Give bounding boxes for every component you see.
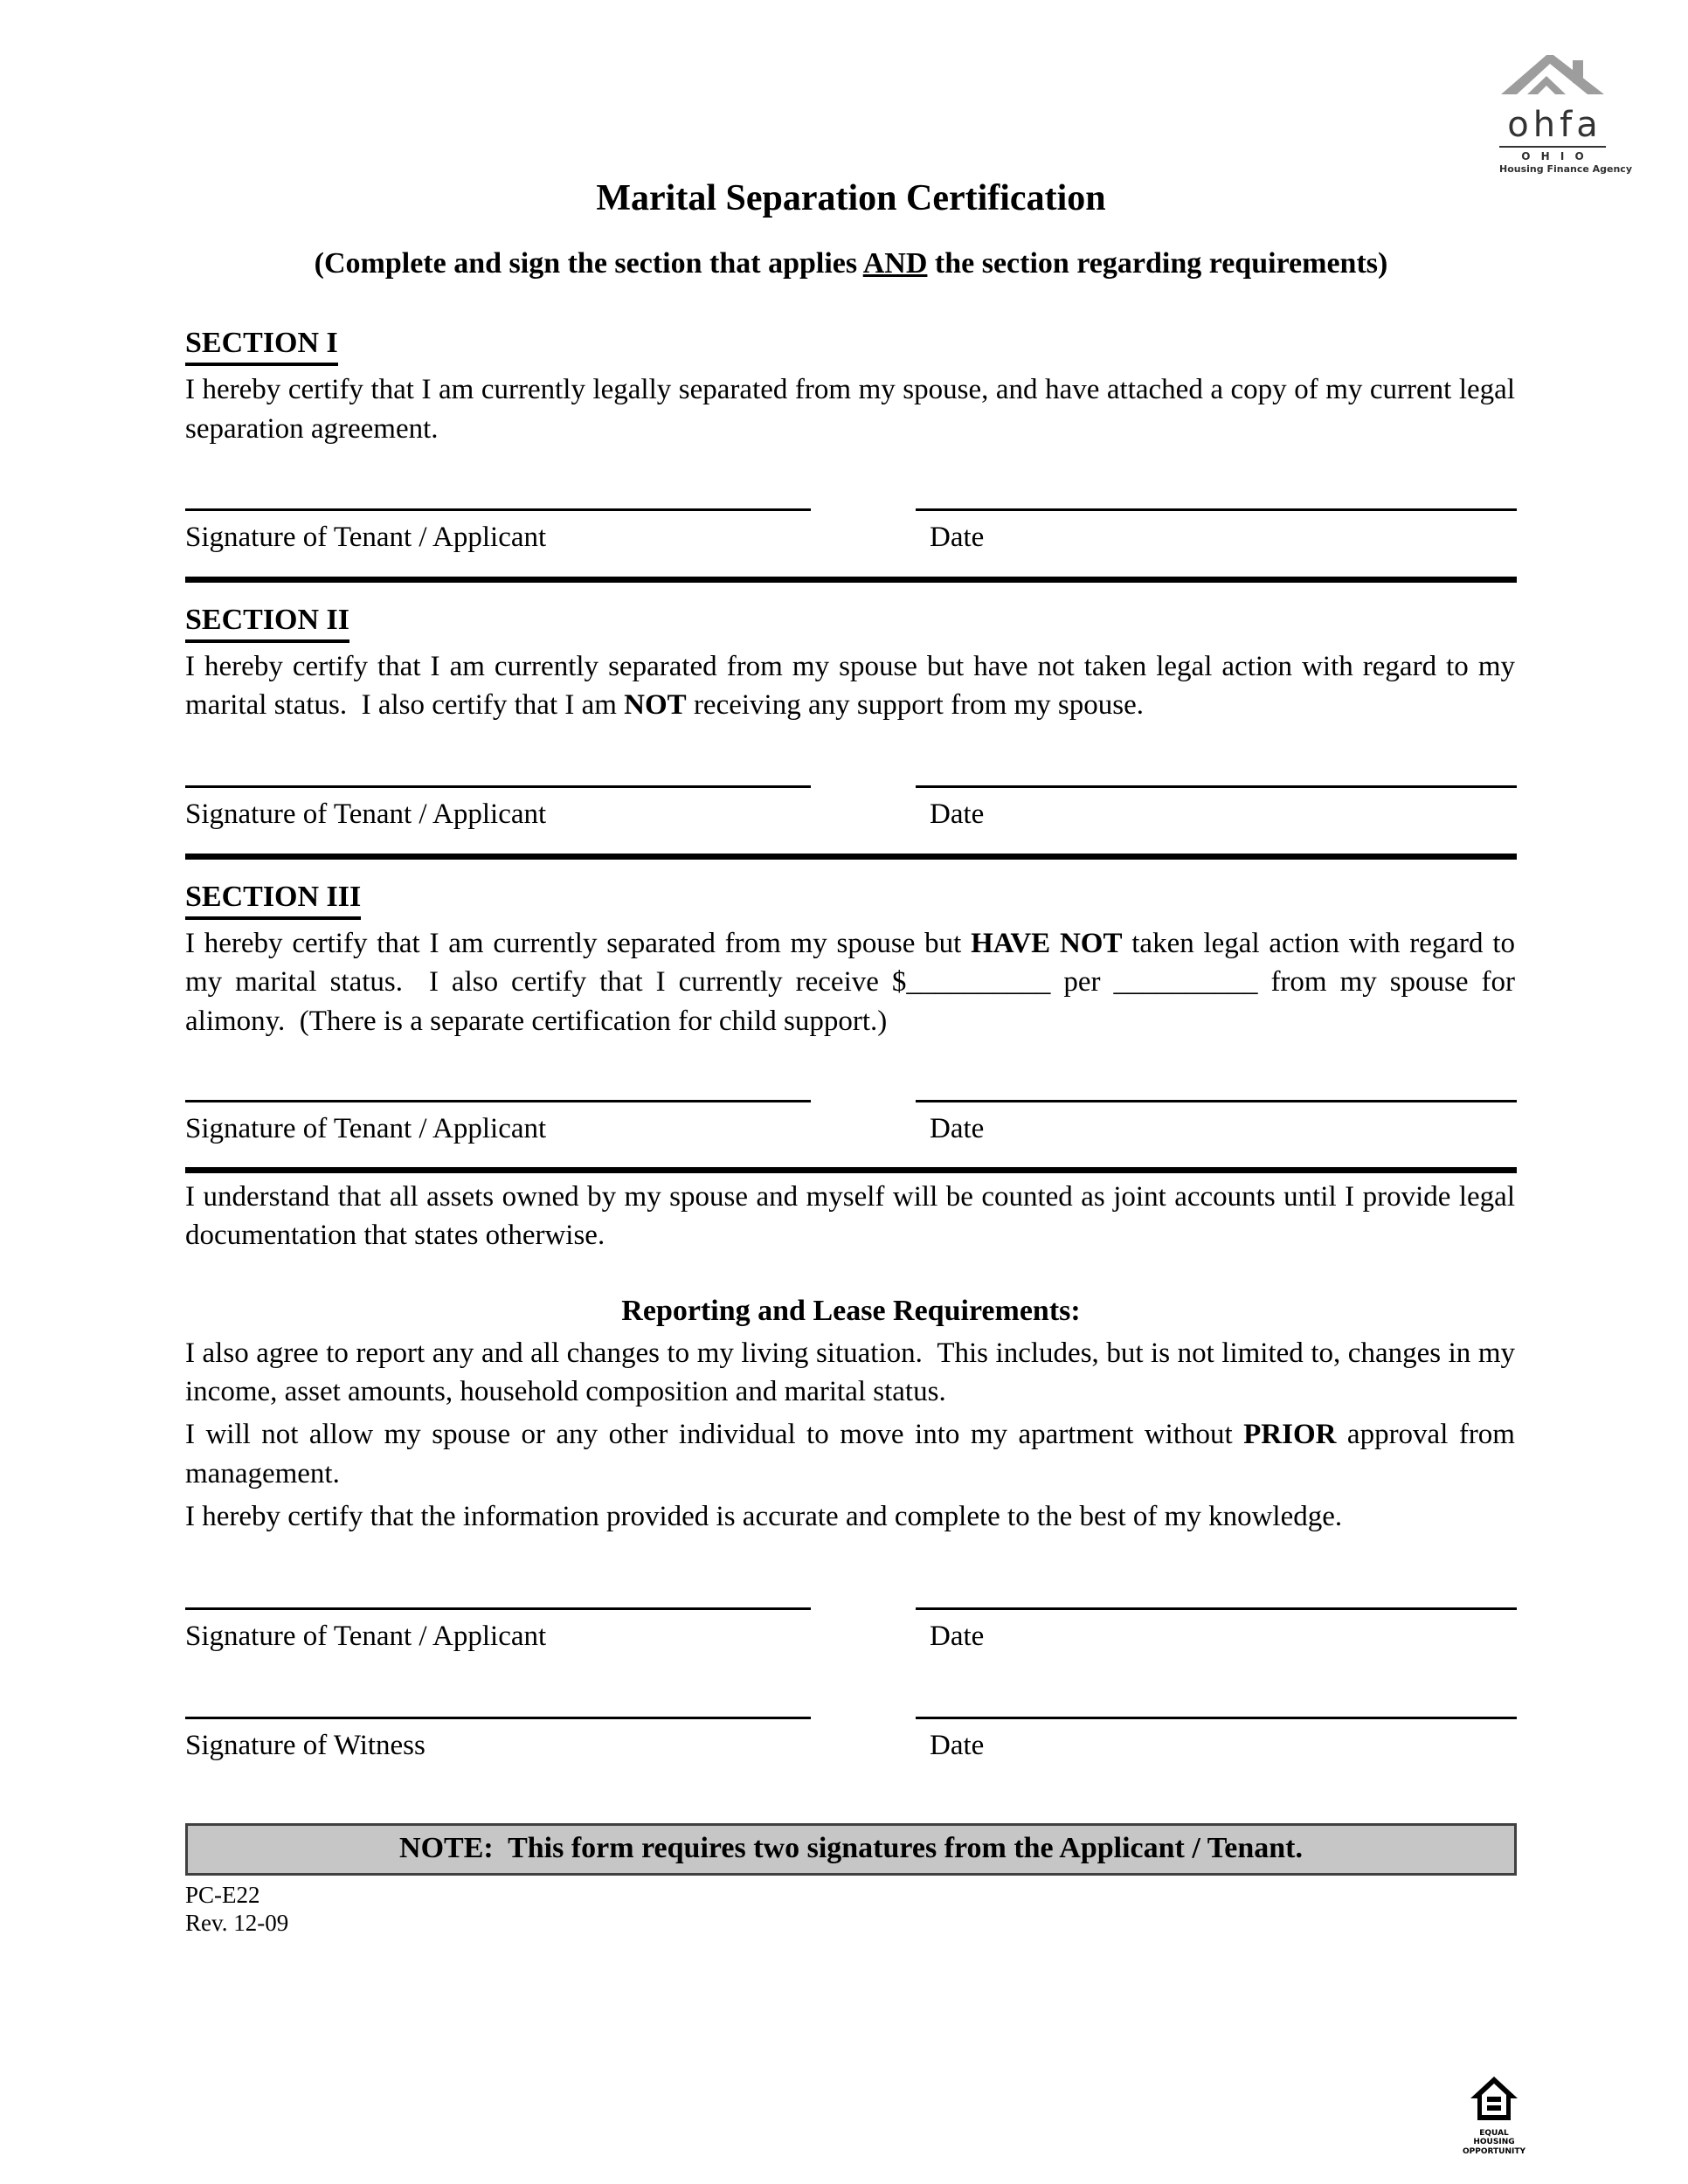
section-2-body-pre: I hereby certify that I am currently separated from my spouse but have not taken legal action with regard to my marital status. I also certify that I am (185, 650, 1523, 721)
tenant-signature-label: Signature of Tenant / Applicant (185, 798, 547, 831)
section-3-body-post: taken legal action with regard to my marital status. I also certify that I currently receive $__________ per __________ from my spouse for alimony. (There is a separate certification for child support.) (185, 928, 1523, 1037)
section-3-body (185, 924, 1523, 1040)
witness-signature-label: Signature of Witness (185, 1729, 425, 1761)
tenant-signature-label: Signature of Tenant / Applicant (185, 1621, 547, 1653)
requirements-paragraph-3: I hereby certify that the information provided is accurate and complete to the best of my knowledge. (185, 1500, 1343, 1532)
section-divider (185, 1167, 1517, 1173)
signature-row-final-tenant (185, 1607, 1517, 1655)
equal-housing-house-icon (1470, 2094, 1519, 2128)
date-field[interactable] (916, 785, 1517, 833)
ohfa-brand-text: ohfa (1507, 105, 1602, 145)
tenant-signature-field[interactable] (185, 1100, 811, 1148)
date-field[interactable] (916, 1100, 1517, 1148)
form-revision: Rev. 12-09 (185, 1910, 289, 1937)
page-subtitle (185, 246, 1517, 282)
tenant-signature-label: Signature of Tenant / Applicant (185, 1112, 547, 1144)
section-3-heading-text: SECTION III (185, 880, 361, 920)
section-3-body-bold: HAVE NOT (971, 928, 1123, 960)
equal-housing-text (1463, 2129, 1525, 2156)
section-2-body-post: receiving any support from my spouse. (686, 688, 1144, 721)
requirements-paragraph-2 (185, 1415, 1523, 1492)
subtitle-pre: (Complete and sign the section that applies (314, 247, 863, 280)
assets-paragraph: I understand that all assets owned by my spouse and myself will be counted as joint accounts until I provide legal documentation that states otherwise. (185, 1180, 1523, 1251)
subtitle-post: the section regarding requirements) (927, 247, 1388, 280)
date-label: Date (930, 1112, 985, 1144)
section-2-heading-text: SECTION II (185, 603, 349, 643)
page-title: Marital Separation Certification (596, 178, 1106, 218)
section-divider (185, 577, 1517, 583)
equal-housing-line-2: OPPORTUNITY (1463, 2146, 1526, 2156)
tenant-signature-field[interactable] (185, 785, 811, 833)
date-label: Date (930, 1729, 985, 1761)
tenant-signature-field[interactable] (185, 1607, 811, 1655)
tenant-signature-label: Signature of Tenant / Applicant (185, 521, 547, 553)
equal-housing-logo (1463, 2076, 1525, 2156)
requirements-paragraph-1: I also agree to report any and all changes to my living situation. This includes, but is not limited to, changes in my income, asset amounts, household composition and marital status. (185, 1337, 1523, 1408)
signature-row-section-1 (185, 508, 1517, 556)
date-field[interactable] (916, 1717, 1517, 1765)
requirements-paragraph-2-post: approval from management. (185, 1419, 1523, 1489)
signature-row-witness (185, 1717, 1517, 1765)
date-field[interactable] (916, 508, 1517, 556)
section-2-body (185, 647, 1523, 724)
date-label: Date (930, 1621, 985, 1653)
requirements-paragraph-2-bold: PRIOR (1243, 1419, 1337, 1451)
section-3-heading (185, 880, 1517, 920)
form-number: PC-E22 (185, 1881, 260, 1908)
tenant-signature-field[interactable] (185, 508, 811, 556)
date-label: Date (930, 798, 985, 831)
date-label: Date (930, 521, 985, 553)
section-2-heading (185, 603, 1517, 643)
date-field[interactable] (916, 1607, 1517, 1655)
ohfa-agency-text: Housing Finance Agency (1499, 163, 1632, 175)
ohfa-state-text: O H I O (1521, 150, 1588, 162)
signature-row-section-2 (185, 785, 1517, 833)
note-text: NOTE: This form requires two signatures from the Applicant / Tenant. (399, 1831, 1303, 1864)
section-1-heading-text: SECTION I (185, 326, 338, 366)
witness-signature-field[interactable] (185, 1717, 811, 1765)
requirements-paragraph-2-pre: I will not allow my spouse or any other individual to move into my apartment without (185, 1419, 1244, 1451)
section-2-body-bold: NOT (624, 688, 687, 721)
subtitle-and: AND (862, 247, 928, 280)
section-3-body-pre: I hereby certify that I am currently separated from my spouse but (185, 928, 972, 960)
section-divider (185, 854, 1517, 860)
note-box (185, 1823, 1517, 1876)
section-1-heading (185, 326, 1517, 366)
signature-row-section-3 (185, 1100, 1517, 1148)
equal-housing-line-1: EQUAL HOUSING (1473, 2129, 1515, 2147)
section-1-body: I hereby certify that I am currently legally separated from my spouse, and have attached a copy of my current legal separation agreement. (185, 374, 1523, 445)
form-id-block (185, 1881, 1517, 1938)
requirements-heading: Reporting and Lease Requirements: (621, 1295, 1081, 1328)
